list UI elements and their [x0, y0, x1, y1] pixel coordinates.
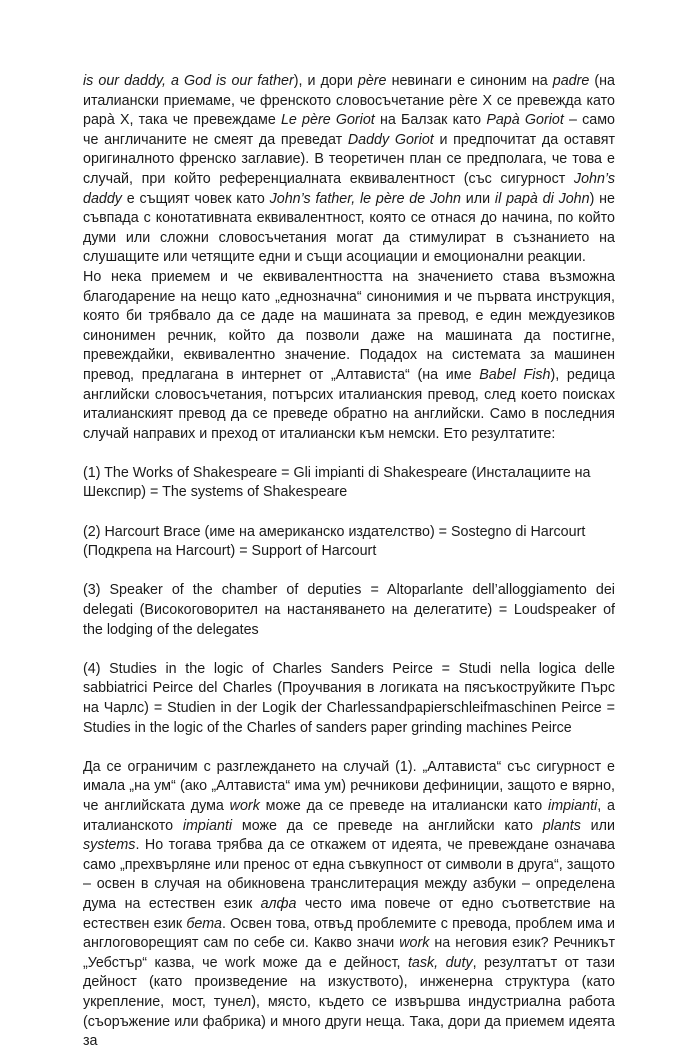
- italic-run: John’s father, le père de John: [269, 190, 462, 207]
- italic-run: Papà Goriot: [486, 112, 564, 129]
- text-run: може да се преведе на италиански като: [259, 797, 549, 814]
- text-run: (3) Speaker of the chamber of deputies = Altoparlante dell’alloggiamento dei delegati (Високоговорител на настаняването на делегатите) = Loudspeaker of the lodging of the delegates: [83, 582, 615, 638]
- text-run: . Но тогава трябва да се откажем от идеята, че превеждане означава само „прехвърляне или пренос от една съвкупност от символи в друга“, защото – освен в случая на обикновена транслитерация между азбуки – определена дума на естествен език: [83, 837, 615, 912]
- italic-run: il papà di John: [494, 190, 590, 207]
- italic-run: plants: [542, 817, 581, 834]
- text-run: (1) The Works of Shakespeare = Gli impianti di Shakespeare (Инсталациите на Шекспир) = The systems of Shakespeare: [83, 464, 591, 501]
- italic-run: systems: [83, 837, 136, 854]
- italic-run: бета: [186, 915, 222, 932]
- italic-run: is our daddy, a God is our father: [83, 73, 294, 89]
- example-1-works-of-shakespeare: [83, 464, 615, 503]
- italic-run: Le père Goriot: [280, 112, 375, 129]
- text-run: , резултатът от тази дейност (като произведение на изкуството), инженерна структура (като укрепление, мост, тунел), място, където се извършва индустриална работа (съоръжение или фабрика) и много други неща. Така, дори да приемем идеята за: [83, 954, 615, 1050]
- text-run: . Освен това, отвъд проблемите с превода, проблем има и англоговорещият сам по себе си. Какво значи: [83, 915, 615, 952]
- text-run: ) не съвпада с конотативната еквивалентност, която се отнася до начина, по който думи или сложни словосъчетания могат да стимулират в съзнанието на слушащите или четящите едни и същи асоциации и емоционални реакции.: [83, 190, 615, 266]
- document-page: [83, 72, 615, 1052]
- italic-run: impianti: [548, 797, 598, 814]
- italic-run: work: [229, 797, 260, 814]
- text-run: на неговия език? Речникът „Уебстър“ казва, че work може да е дейност,: [83, 935, 615, 971]
- text-run: невинаги е синоним на: [386, 73, 553, 89]
- text-run: Но нека приемем и че еквивалентността на значението става възможна благодарение на нещо като „еднозначна“ синонимия и че първата инструкция, която би трябвало да се даде на машината за превод, е един междуезиков синонимен речник, който да позволи даже на машината да постигне, превеждайки, еквивалентно значение. Подадох на системата за машинен превод, предлагана в интернет от „Алтависта“ (на име: [83, 268, 615, 383]
- paragraph-case-one-analysis: [83, 758, 615, 1052]
- text-run: Да се ограничим с разглеждането на случай (1). „Алтависта“ със сигурност е имала „на ум“ (ако „Алтависта“ има ум) речникови дефиниции, защото е вярно, че английската дума: [83, 758, 615, 814]
- text-run: ), и дори: [293, 73, 358, 89]
- italic-run: алфа: [260, 895, 297, 912]
- text-run: е същият човек като: [121, 190, 270, 207]
- paragraph-connotative-equivalence: [83, 72, 615, 268]
- text-run: (2) Harcourt Brace (име на американско издателство) = Sostegno di Harcourt (Подкрепа на Harcourt) = Support of Harcourt: [83, 523, 586, 560]
- text-run: – само че англичаните не смеят да преведат: [83, 112, 615, 148]
- paragraph-babel-fish-experiment: [83, 268, 615, 444]
- italic-run: work: [399, 935, 430, 952]
- text-run: може да се преведе на английски като: [232, 817, 543, 834]
- example-3-speaker-of-chamber: [83, 581, 615, 640]
- text-run: ), редица английски словосъчетания, потърсих италианския превод, след което поисках италианският превод да се преведе обратно на английски. Само в последния случай направих и преход от италиански към немски. Ето резултатите:: [83, 366, 615, 442]
- italic-run: John’s daddy: [83, 170, 615, 207]
- example-2-harcourt-brace: [83, 523, 615, 562]
- text-run: или: [580, 817, 615, 834]
- italic-run: impianti: [182, 817, 233, 834]
- text-run: на Балзак като: [374, 112, 487, 129]
- text-run: , а италианското: [83, 797, 615, 834]
- text-run: (4) Studies in the logic of Charles Sanders Peirce = Studi nella logica delle sabbiatrici Peirce del Charles (Проучвания в логиката на пясъкоструйките Пърс на Чарлс) = Studien in der Logik der Charlessandpapierschleifmaschinen Peirce = Studies in the logic of the Charles of sanders paper grinding machines Peirce: [83, 660, 615, 736]
- text-run: често има повече от едно съответствие на естествен език: [83, 895, 615, 932]
- italic-run: Daddy Goriot: [347, 131, 434, 148]
- text-run: и предпочитат да оставят оригиналното френско заглавие). В теоретичен план се предполага, че това е случай, при който референциалната еквивалентност (със сигурност: [83, 131, 616, 187]
- text-run: или: [461, 190, 495, 207]
- italic-run: Babel Fish: [479, 366, 551, 383]
- example-4-charles-sanders-peirce: [83, 660, 615, 738]
- italic-run: padre: [552, 73, 590, 89]
- text-run: (на италиански приемаме, че френското словосъчетание père X се превежда като papà X, така че превеждаме: [83, 73, 616, 129]
- italic-run: père: [357, 73, 387, 89]
- italic-run: task, duty: [407, 954, 473, 971]
